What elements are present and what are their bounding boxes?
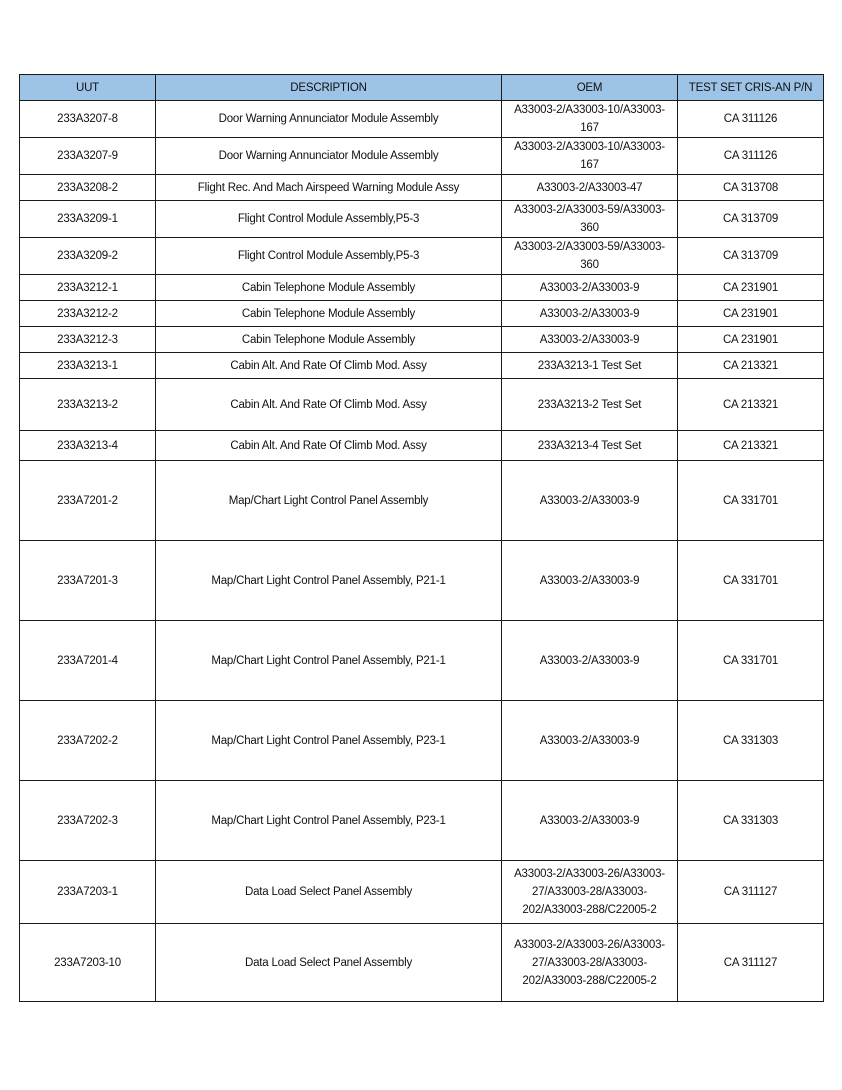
cell-oem: A33003-2/A33003-9 — [502, 275, 678, 301]
cell-description: Map/Chart Light Control Panel Assembly, P23-1 — [156, 781, 502, 861]
cell-uut: 233A3209-1 — [20, 201, 156, 238]
header-oem: OEM — [502, 75, 678, 101]
cell-test-set: CA 331303 — [678, 701, 824, 781]
cell-description: Data Load Select Panel Assembly — [156, 861, 502, 924]
cell-test-set: CA 231901 — [678, 275, 824, 301]
table-row — [20, 327, 824, 353]
cell-oem: A33003-2/A33003-9 — [502, 301, 678, 327]
table-row — [20, 175, 824, 201]
cell-description: Flight Control Module Assembly,P5-3 — [156, 201, 502, 238]
cell-description: Cabin Telephone Module Assembly — [156, 327, 502, 353]
header-uut: UUT — [20, 75, 156, 101]
cell-oem: A33003-2/A33003-9 — [502, 327, 678, 353]
cell-uut: 233A7201-3 — [20, 541, 156, 621]
cell-description: Flight Rec. And Mach Airspeed Warning Module Assy — [156, 175, 502, 201]
cell-oem: A33003-2/A33003-26/A33003-27/A33003-28/A33003-202/A33003-288/C22005-2 — [502, 861, 678, 924]
cell-test-set: CA 311126 — [678, 138, 824, 175]
cell-description: Cabin Alt. And Rate Of Climb Mod. Assy — [156, 379, 502, 431]
cell-oem: A33003-2/A33003-9 — [502, 461, 678, 541]
table-row — [20, 701, 824, 781]
table-row — [20, 621, 824, 701]
cell-oem: A33003-2/A33003-47 — [502, 175, 678, 201]
cell-test-set: CA 331701 — [678, 541, 824, 621]
cell-oem: A33003-2/A33003-26/A33003-27/A33003-28/A33003-202/A33003-288/C22005-2 — [502, 924, 678, 1002]
table-row — [20, 781, 824, 861]
cell-uut: 233A7203-1 — [20, 861, 156, 924]
table-row — [20, 301, 824, 327]
table-row — [20, 461, 824, 541]
table-row — [20, 353, 824, 379]
cell-uut: 233A7201-4 — [20, 621, 156, 701]
cell-uut: 233A3208-2 — [20, 175, 156, 201]
cell-description: Flight Control Module Assembly,P5-3 — [156, 238, 502, 275]
cell-uut: 233A3212-3 — [20, 327, 156, 353]
header-test-set: TEST SET CRIS-AN P/N — [678, 75, 824, 101]
cell-uut: 233A3212-1 — [20, 275, 156, 301]
cell-test-set: CA 213321 — [678, 353, 824, 379]
cell-test-set: CA 231901 — [678, 301, 824, 327]
table-row — [20, 238, 824, 275]
cell-test-set: CA 311127 — [678, 861, 824, 924]
cell-uut: 233A3207-8 — [20, 101, 156, 138]
cell-test-set: CA 313709 — [678, 201, 824, 238]
cell-description: Map/Chart Light Control Panel Assembly — [156, 461, 502, 541]
cell-uut: 233A7201-2 — [20, 461, 156, 541]
cell-uut: 233A3213-2 — [20, 379, 156, 431]
table-row — [20, 138, 824, 175]
cell-test-set: CA 311126 — [678, 101, 824, 138]
cell-oem: A33003-2/A33003-9 — [502, 781, 678, 861]
table-row — [20, 431, 824, 461]
header-row — [20, 75, 824, 101]
cell-description: Cabin Telephone Module Assembly — [156, 301, 502, 327]
cell-description: Map/Chart Light Control Panel Assembly, P21-1 — [156, 541, 502, 621]
cell-oem: A33003-2/A33003-59/A33003-360 — [502, 238, 678, 275]
cell-test-set: CA 313708 — [678, 175, 824, 201]
table-row — [20, 861, 824, 924]
cell-uut: 233A3209-2 — [20, 238, 156, 275]
table-row — [20, 924, 824, 1002]
cell-uut: 233A3213-1 — [20, 353, 156, 379]
cell-uut: 233A7202-3 — [20, 781, 156, 861]
table-row — [20, 201, 824, 238]
cell-oem: 233A3213-2 Test Set — [502, 379, 678, 431]
cell-uut: 233A3213-4 — [20, 431, 156, 461]
cell-oem: A33003-2/A33003-9 — [502, 701, 678, 781]
cell-oem: A33003-2/A33003-9 — [502, 541, 678, 621]
table-row — [20, 275, 824, 301]
cell-test-set: CA 313709 — [678, 238, 824, 275]
cell-test-set: CA 331701 — [678, 621, 824, 701]
cell-uut: 233A7202-2 — [20, 701, 156, 781]
cell-oem: 233A3213-1 Test Set — [502, 353, 678, 379]
cell-description: Map/Chart Light Control Panel Assembly, P21-1 — [156, 621, 502, 701]
table-row — [20, 379, 824, 431]
parts-table — [19, 74, 824, 1002]
cell-oem: A33003-2/A33003-9 — [502, 621, 678, 701]
cell-oem: A33003-2/A33003-10/A33003-167 — [502, 101, 678, 138]
cell-oem: 233A3213-4 Test Set — [502, 431, 678, 461]
cell-description: Data Load Select Panel Assembly — [156, 924, 502, 1002]
header-description: DESCRIPTION — [156, 75, 502, 101]
cell-uut: 233A3207-9 — [20, 138, 156, 175]
cell-test-set: CA 231901 — [678, 327, 824, 353]
cell-description: Cabin Alt. And Rate Of Climb Mod. Assy — [156, 431, 502, 461]
cell-oem: A33003-2/A33003-10/A33003-167 — [502, 138, 678, 175]
cell-test-set: CA 331303 — [678, 781, 824, 861]
cell-description: Cabin Alt. And Rate Of Climb Mod. Assy — [156, 353, 502, 379]
cell-description: Door Warning Annunciator Module Assembly — [156, 138, 502, 175]
cell-oem: A33003-2/A33003-59/A33003-360 — [502, 201, 678, 238]
cell-test-set: CA 311127 — [678, 924, 824, 1002]
table-row — [20, 101, 824, 138]
cell-uut: 233A7203-10 — [20, 924, 156, 1002]
cell-test-set: CA 213321 — [678, 431, 824, 461]
cell-description: Cabin Telephone Module Assembly — [156, 275, 502, 301]
table-row — [20, 541, 824, 621]
cell-description: Door Warning Annunciator Module Assembly — [156, 101, 502, 138]
cell-description: Map/Chart Light Control Panel Assembly, P23-1 — [156, 701, 502, 781]
cell-uut: 233A3212-2 — [20, 301, 156, 327]
cell-test-set: CA 331701 — [678, 461, 824, 541]
cell-test-set: CA 213321 — [678, 379, 824, 431]
